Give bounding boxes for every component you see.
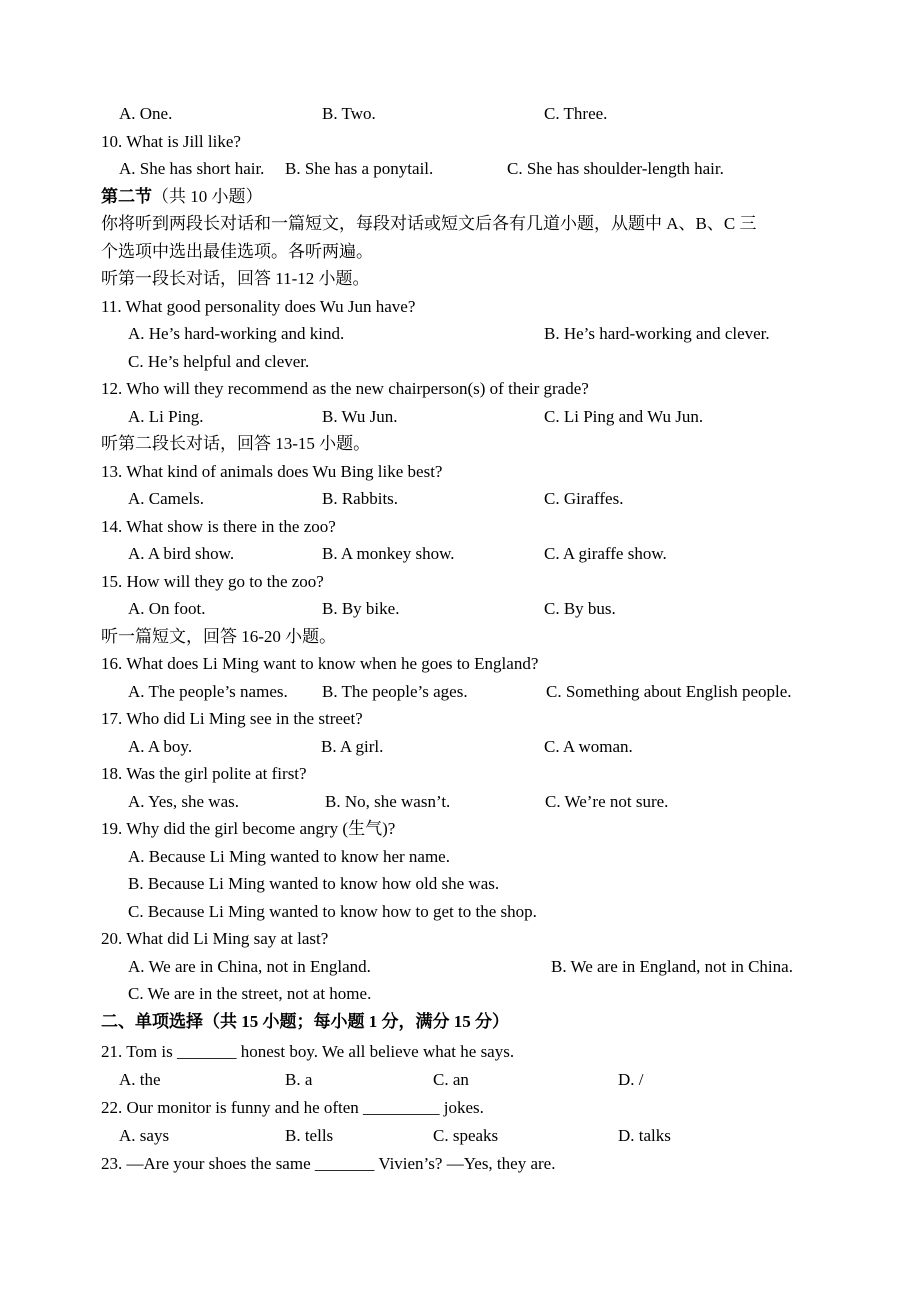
q21-option-a: A. the: [119, 1070, 161, 1089]
q11-question: 11. What good personality does Wu Jun have?: [101, 297, 416, 316]
q19-option-b: B. Because Li Ming wanted to know how old she was.: [128, 874, 500, 893]
q14-option-b: B. A monkey show.: [322, 544, 455, 563]
q10-option-a: A. She has short hair.: [119, 159, 265, 178]
q15-option-a: A. On foot.: [128, 599, 206, 618]
q23-question: 23. —Are your shoes the same _______ Vivien’s? —Yes, they are.: [101, 1154, 556, 1173]
q12-question: 12. Who will they recommend as the new chairperson(s) of their grade?: [101, 379, 589, 398]
q19-question: 19. Why did the girl become angry (生气)?: [101, 819, 396, 838]
q10-question: 10. What is Jill like?: [101, 132, 241, 151]
q13-question: 13. What kind of animals does Wu Bing like best?: [101, 462, 443, 481]
q15-option-b: B. By bike.: [322, 599, 400, 618]
q11-option-b: B. He’s hard-working and clever.: [544, 324, 770, 343]
q21-option-d: D. /: [618, 1070, 644, 1089]
q13-option-a: A. Camels.: [128, 489, 205, 508]
q14-option-a: A. A bird show.: [128, 544, 235, 563]
q19-option-c: C. Because Li Ming wanted to know how to get to the shop.: [128, 902, 537, 921]
q13-option-b: B. Rabbits.: [322, 489, 399, 508]
q20-option-b: B. We are in England, not in China.: [551, 957, 793, 976]
q17-option-b: B. A girl.: [321, 737, 384, 756]
section2-title: 第二节: [101, 187, 152, 206]
q12-option-c: C. Li Ping and Wu Jun.: [544, 407, 704, 426]
q16-option-c: C. Something about English people.: [546, 682, 792, 701]
q10-option-c: C. She has shoulder-length hair.: [507, 159, 724, 178]
q21-question: 21. Tom is _______ honest boy. We all believe what he says.: [101, 1042, 515, 1061]
q21-option-b: B. a: [285, 1070, 313, 1089]
q16-option-a: A. The people’s names.: [128, 682, 288, 701]
section2-instructions-1: 你将听到两段长对话和一篇短文，每段对话或短文后各有几道小题，从题中 A、B、C 三: [101, 214, 757, 233]
q16-question: 16. What does Li Ming want to know when he goes to England?: [101, 654, 539, 673]
q9-option-a: A. One.: [119, 104, 173, 123]
q20-question: 20. What did Li Ming say at last?: [101, 929, 329, 948]
q15-question: 15. How will they go to the zoo?: [101, 572, 324, 591]
q14-question: 14. What show is there in the zoo?: [101, 517, 336, 536]
section2-count: （共 10 小题）: [152, 187, 263, 206]
dialogue1-instruction: 听第一段长对话，回答 11-12 小题。: [101, 269, 370, 288]
q11-option-a: A. He’s hard-working and kind.: [128, 324, 345, 343]
dialogue2-instruction: 听第二段长对话，回答 13-15 小题。: [101, 434, 371, 453]
q17-option-c: C. A woman.: [544, 737, 633, 756]
q14-option-c: C. A giraffe show.: [544, 544, 667, 563]
q21-option-c: C. an: [433, 1070, 469, 1089]
q11-option-c: C. He’s helpful and clever.: [128, 352, 310, 371]
section2-instructions-2: 个选项中选出最佳选项。各听两遍。: [101, 242, 373, 261]
q12-option-a: A. Li Ping.: [128, 407, 204, 426]
q16-option-b: B. The people’s ages.: [322, 682, 468, 701]
q10-option-b: B. She has a ponytail.: [285, 159, 434, 178]
q22-question: 22. Our monitor is funny and he often _________ jokes.: [101, 1098, 484, 1117]
q9-option-b: B. Two.: [322, 104, 376, 123]
q18-question: 18. Was the girl polite at first?: [101, 764, 307, 783]
q17-option-a: A. A boy.: [128, 737, 193, 756]
q22-option-a: A. says: [119, 1126, 170, 1145]
q12-option-b: B. Wu Jun.: [322, 407, 398, 426]
q20-option-c: C. We are in the street, not at home.: [128, 984, 372, 1003]
q9-option-c: C. Three.: [544, 104, 608, 123]
passage-instruction: 听一篇短文，回答 16-20 小题。: [101, 627, 337, 646]
section2-heading: [101, 186, 263, 208]
q19-option-a: A. Because Li Ming wanted to know her name.: [128, 847, 450, 866]
q18-option-c: C. We’re not sure.: [545, 792, 669, 811]
q22-option-b: B. tells: [285, 1126, 334, 1145]
q22-option-d: D. talks: [618, 1126, 671, 1145]
q15-option-c: C. By bus.: [544, 599, 616, 618]
q20-option-a: A. We are in China, not in England.: [128, 957, 371, 976]
q22-option-c: C. speaks: [433, 1126, 499, 1145]
q18-option-b: B. No, she wasn’t.: [325, 792, 451, 811]
q13-option-c: C. Giraffes.: [544, 489, 624, 508]
q17-question: 17. Who did Li Ming see in the street?: [101, 709, 363, 728]
part2-heading: 二、单项选择（共 15 小题；每小题 1 分，满分 15 分）: [101, 1012, 509, 1031]
q18-option-a: A. Yes, she was.: [128, 792, 239, 811]
